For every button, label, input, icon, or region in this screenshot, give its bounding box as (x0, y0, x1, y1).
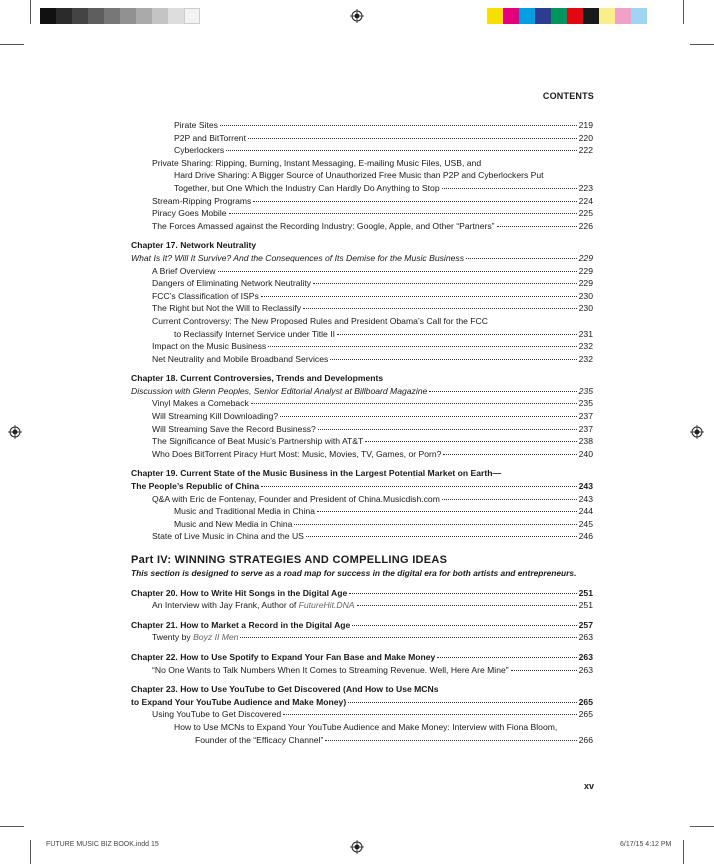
toc-entry: FCC’s Classification of ISPs 230 (152, 290, 593, 301)
toc-entry: P2P and BitTorrent 220 (174, 132, 593, 143)
chapter-title-cont: to Expand Your YouTube Audience and Make Money) 265 (131, 696, 593, 707)
album-title: Boyz II Men (193, 632, 239, 643)
toc-entry: Pirate Sites 219 (174, 120, 593, 130)
gray-swatch (88, 8, 104, 24)
page-number: xv (583, 781, 594, 791)
toc-entry: An Interview with Jay Frank, Author of FutureHit.DNA 251 (152, 600, 593, 611)
toc-entry-line: Hard Drive Sharing: A Bigger Source of Unauthorized Free Music than P2P and Cyberlockers Put (174, 170, 544, 181)
registration-mark-icon (350, 840, 364, 854)
toc-entry: Music and New Media in China 245 (174, 518, 593, 529)
book-title: FutureHit.DNA (298, 600, 355, 611)
chapter-title: Chapter 22. How to Use Spotify to Expand Your Fan Base and Make Money 263 (131, 651, 593, 662)
table-of-contents (131, 119, 593, 746)
crop-mark (683, 840, 684, 864)
chapter-title: Chapter 20. How to Write Hit Songs in the Digital Age 251 (131, 587, 593, 598)
toc-entry-line: Private Sharing: Ripping, Burning, Instant Messaging, E-mailing Music Files, USB, and (152, 157, 482, 168)
crop-mark (30, 0, 31, 24)
toc-entry: “No One Wants to Talk Numbers When It Comes to Streaming Revenue. Well, Here Are Mine” 263 (152, 664, 593, 675)
chapter-title: Chapter 19. Current State of the Music Business in the Largest Potential Market on Earth— (131, 468, 502, 479)
toc-entry: Twenty by Boyz II Men 263 (152, 632, 593, 643)
chapter-subtitle: Discussion with Glenn Peoples, Senior Editorial Analyst at Billboard Magazine 235 (131, 385, 593, 396)
color-swatch (567, 8, 583, 24)
toc-entry: The Right but Not the Will to Reclassify 230 (152, 303, 593, 314)
toc-entry: Will Streaming Kill Downloading? 237 (152, 411, 593, 422)
gray-swatch (56, 8, 72, 24)
gray-swatch (184, 8, 200, 24)
toc-entry: Impact on the Music Business 232 (152, 341, 593, 352)
color-swatch (487, 8, 503, 24)
crop-mark (0, 826, 24, 827)
toc-entry: Stream-Ripping Programs 224 (152, 195, 593, 206)
chapter-title-cont: The People’s Republic of China 243 (131, 481, 593, 492)
crop-mark (690, 826, 714, 827)
gray-swatch (72, 8, 88, 24)
color-swatch (535, 8, 551, 24)
toc-entry: Dangers of Eliminating Network Neutrality 229 (152, 278, 593, 289)
toc-entry: Using YouTube to Get Discovered 265 (152, 709, 593, 720)
part-subtitle: This section is designed to serve as a road map for success in the digital era for both artists and entrepreneurs. (131, 568, 577, 578)
grayscale-color-bar (40, 8, 200, 24)
toc-entry-line: How to Use MCNs to Expand Your YouTube Audience and Make Money: Interview with Fiona Bloom, (174, 721, 558, 732)
toc-entry: Founder of the “Efficacy Channel” 266 (195, 734, 593, 745)
toc-entry: State of Live Music in China and the US 246 (152, 531, 593, 542)
toc-entry: The Forces Amassed against the Recording Industry: Google, Apple, and Other “Partners” 226 (152, 220, 593, 231)
toc-entry: Together, but One Which the Industry Can Hardly Do Anything to Stop 223 (174, 182, 593, 193)
toc-entry: Will Streaming Save the Record Business? 237 (152, 423, 593, 434)
toc-entry: to Reclassify Internet Service under Title II 231 (174, 328, 593, 339)
chapter-title: Chapter 21. How to Market a Record in the Digital Age 257 (131, 619, 593, 630)
gray-swatch (168, 8, 184, 24)
crop-mark (683, 0, 684, 24)
color-swatch (551, 8, 567, 24)
registration-mark-icon (350, 9, 364, 23)
toc-entry: A Brief Overview 229 (152, 265, 593, 276)
toc-entry: Piracy Goes Mobile 225 (152, 208, 593, 219)
toc-entry: Q&A with Eric de Fontenay, Founder and President of China.Musicdish.com 243 (152, 493, 593, 504)
chapter-title: Chapter 17. Network Neutrality (131, 240, 257, 251)
chapter-subtitle: What Is It? Will It Survive? And the Consequences of Its Demise for the Music Business 229 (131, 252, 593, 263)
color-swatch (631, 8, 647, 24)
color-swatch (599, 8, 615, 24)
gray-swatch (120, 8, 136, 24)
chapter-title: Chapter 23. How to Use YouTube to Get Discovered (And How to Use MCNs (131, 684, 439, 695)
color-swatch (615, 8, 631, 24)
chapter-title: Chapter 18. Current Controversies, Trends and Developments (131, 373, 384, 384)
footer-date: 6/17/15 4:12 PM (620, 841, 672, 848)
toc-entry: Who Does BitTorrent Piracy Hurt Most: Music, Movies, TV, Games, or Porn? 240 (152, 448, 593, 459)
toc-entry: Vinyl Makes a Comeback 235 (152, 398, 593, 409)
crop-mark (690, 44, 714, 45)
toc-entry: Net Neutrality and Mobile Broadband Services 232 (152, 353, 593, 364)
gray-swatch (104, 8, 120, 24)
toc-entry: Music and Traditional Media in China 244 (174, 506, 593, 517)
process-color-bar (487, 8, 647, 24)
color-swatch (503, 8, 519, 24)
gray-swatch (152, 8, 168, 24)
running-head: CONTENTS (542, 91, 594, 101)
toc-entry-line: Current Controversy: The New Proposed Rules and President Obama’s Call for the FCC (152, 315, 488, 326)
footer-file-name: FUTURE MUSIC BIZ BOOK.indd 15 (46, 841, 159, 848)
gray-swatch (40, 8, 56, 24)
toc-entry: The Significance of Beat Music’s Partnership with AT&T 238 (152, 436, 593, 447)
toc-entry: Cyberlockers 222 (174, 145, 593, 156)
part-title: Part IV: WINNING STRATEGIES AND COMPELLING IDEAS (131, 554, 448, 566)
color-swatch (583, 8, 599, 24)
crop-mark (0, 44, 24, 45)
registration-mark-icon (690, 425, 704, 439)
color-swatch (519, 8, 535, 24)
gray-swatch (136, 8, 152, 24)
crop-mark (30, 840, 31, 864)
registration-mark-icon (8, 425, 22, 439)
